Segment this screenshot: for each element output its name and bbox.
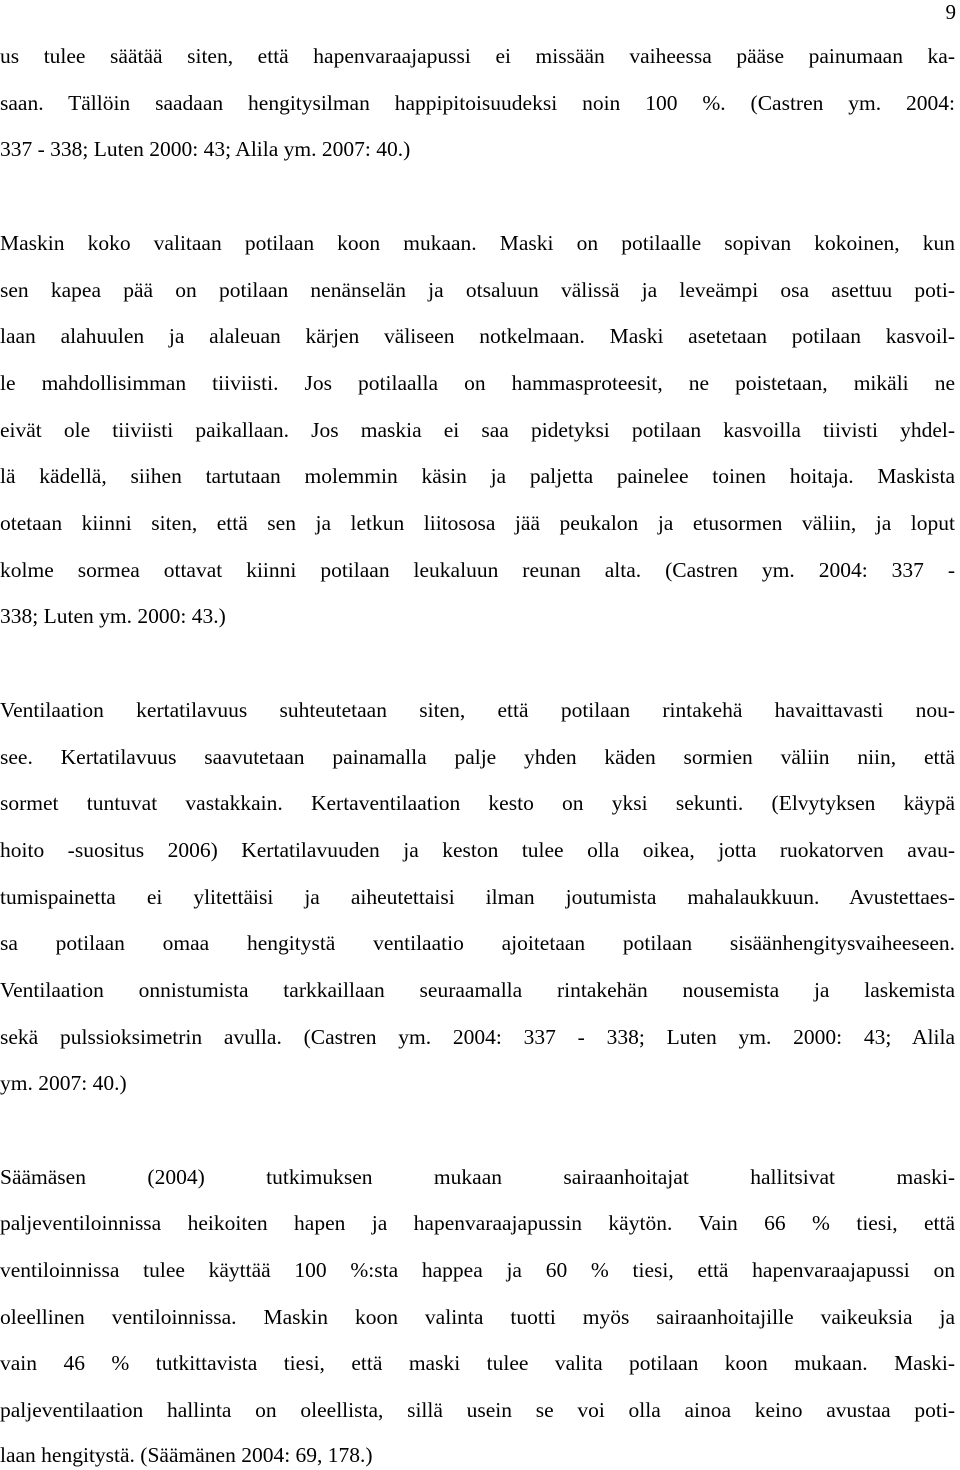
text-line: eivät ole tiiviisti paikallaan. Jos maskia ei saa pidetyksi potilaan kasvoilla tiivisti yhdel-: [0, 418, 955, 442]
text-line: 337 - 338; Luten 2000: 43; Alila ym. 2007: 40.): [0, 137, 411, 161]
text-line: ym. 2007: 40.): [0, 1071, 127, 1095]
text-line: paljeventiloinnissa heikoiten hapen ja hapenvaraajapussin käytön. Vain 66 % tiesi, että: [0, 1211, 955, 1235]
text-line: lä kädellä, siihen tartutaan molemmin käsin ja paljetta painelee toinen hoitaja. Maskista: [0, 464, 955, 488]
text-line: see. Kertatilavuus saavutetaan painamalla palje yhden käden sormien väliin niin, että: [0, 745, 955, 769]
page-number: 9: [945, 0, 956, 24]
text-line: Ventilaation kertatilavuus suhteutetaan siten, että potilaan rintakehä havaittavasti nou-: [0, 698, 955, 722]
text-line: sekä pulssioksimetrin avulla. (Castren ym. 2004: 337 - 338; Luten ym. 2000: 43; Alila: [0, 1025, 955, 1049]
text-line: le mahdollisimman tiiviisti. Jos potilaalla on hammasproteesit, ne poistetaan, mikäli ne: [0, 371, 955, 395]
text-line: hoito -suositus 2006) Kertatilavuuden ja keston tulee olla oikea, jotta ruokatorven avau-: [0, 838, 955, 862]
text-line: Ventilaation onnistumista tarkkaillaan seuraamalla rintakehän nousemista ja laskemista: [0, 978, 955, 1002]
text-line: Maskin koko valitaan potilaan koon mukaan. Maski on potilaalle sopivan kokoinen, kun: [0, 231, 955, 255]
text-line: sen kapea pää on potilaan nenänselän ja otsaluun välissä ja leveämpi osa asettuu poti-: [0, 278, 955, 302]
text-line: ventiloinnissa tulee käyttää 100 %:sta happea ja 60 % tiesi, että hapenvaraajapussi on: [0, 1258, 955, 1282]
text-line: oleellinen ventiloinnissa. Maskin koon valinta tuotti myös sairaanhoitajille vaikeuksia ja: [0, 1305, 955, 1329]
text-line: us tulee säätää siten, että hapenvaraajapussi ei missään vaiheessa pääse painumaan ka-: [0, 44, 955, 68]
text-line: kolme sormea ottavat kiinni potilaan leukaluun reunan alta. (Castren ym. 2004: 337 -: [0, 558, 955, 582]
text-line: sa potilaan omaa hengitystä ventilaatio ajoitetaan potilaan sisäänhengitysvaiheeseen.: [0, 931, 955, 955]
text-line: tumispainetta ei ylitettäisi ja aiheutettaisi ilman joutumista mahalaukkuun. Avustettaes-: [0, 885, 955, 909]
text-line: saan. Tällöin saadaan hengitysilman happipitoisuudeksi noin 100 %. (Castren ym. 2004:: [0, 91, 955, 115]
text-line: Säämäsen (2004) tutkimuksen mukaan sairaanhoitajat hallitsivat maski-: [0, 1165, 955, 1189]
text-line: vain 46 % tutkittavista tiesi, että maski tulee valita potilaan koon mukaan. Maski-: [0, 1351, 955, 1375]
text-line: otetaan kiinni siten, että sen ja letkun liitososa jää peukalon ja etusormen väliin, ja loput: [0, 511, 955, 535]
text-line: laan hengitystä. (Säämänen 2004: 69, 178.): [0, 1443, 373, 1467]
text-line: laan alahuulen ja alaleuan kärjen väliseen notkelmaan. Maski asetetaan potilaan kasvoil-: [0, 324, 955, 348]
text-line: sormet tuntuvat vastakkain. Kertaventilaation kesto on yksi sekunti. (Elvytyksen käypä: [0, 791, 955, 815]
text-line: paljeventilaation hallinta on oleellista, sillä usein se voi olla ainoa keino avustaa poti-: [0, 1398, 955, 1422]
text-line: 338; Luten ym. 2000: 43.): [0, 604, 226, 628]
